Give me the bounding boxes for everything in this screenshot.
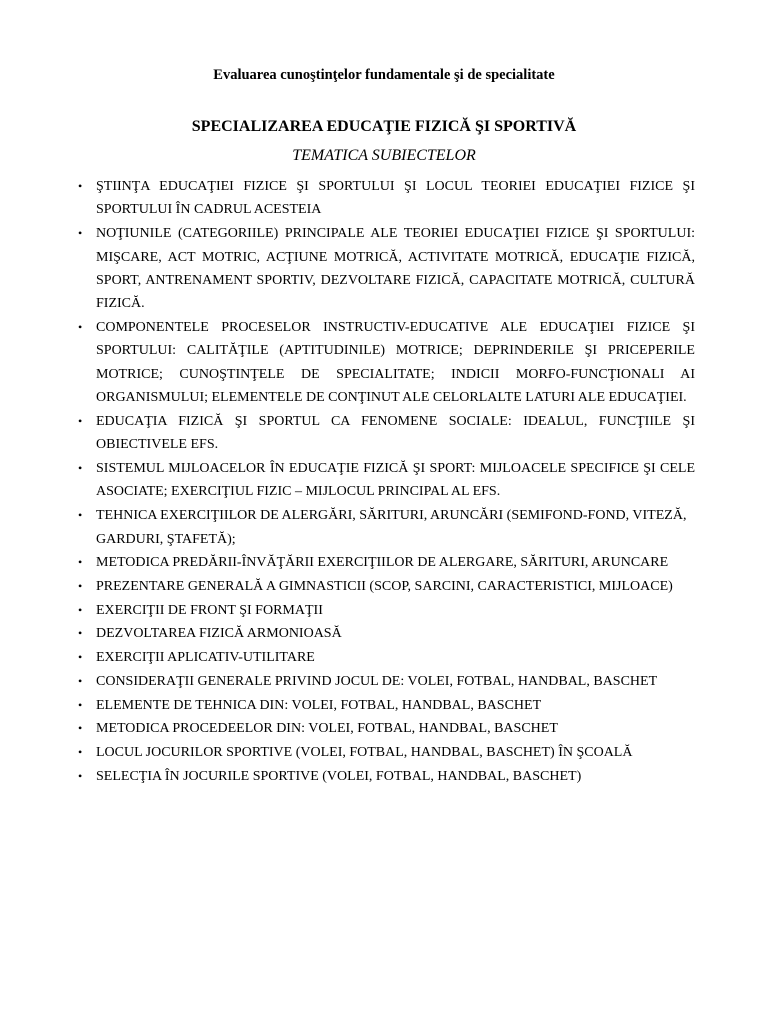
- topic-text: EXERCIŢII DE FRONT ŞI FORMAŢII: [96, 602, 323, 618]
- topic-item: [78, 717, 695, 740]
- topic-item: [78, 741, 695, 764]
- topic-list: [78, 175, 695, 788]
- topic-text: COMPONENTELE PROCESELOR INSTRUCTIV-EDUCATIVE ALE EDUCAŢIEI FIZICE ŞI SPORTULUI: CALITĂŢILE (APTITUDINILE) MOTRICE; DEPRINDERILE ŞI PRICEPERILE MOTRICE; CUNOŞTINŢELE DE SPECIALITATE; INDICII MORFO-FUNCŢIONALI AI ORGANISMULUI; ELEMENTELE DE CONŢINUT ALE CELORLALTE LATURI ALE EDUCAŢIEI.: [96, 320, 695, 406]
- bullet-icon: •: [78, 413, 83, 428]
- topic-text: NOŢIUNILE (CATEGORIILE) PRINCIPALE ALE TEORIEI EDUCAŢIEI FIZICE ŞI SPORTULUI: MIŞCARE, ACT MOTRIC, ACŢIUNE MOTRICĂ, ACTIVITATE MOTRICĂ, EDUCAŢIE FIZICĂ, SPORT, ANTRENAMENT SPORTIV, DEZVOLTARE FIZICĂ, CAPACITATE MOTRICĂ, CULTURĂ FIZICĂ.: [96, 226, 695, 312]
- topic-item: [78, 316, 695, 410]
- topic-item: [78, 599, 695, 622]
- topic-item: [78, 670, 695, 693]
- bullet-icon: •: [78, 602, 83, 617]
- topic-item: [78, 457, 695, 504]
- topic-text: TEHNICA EXERCIŢIILOR DE ALERGĂRI, SĂRITURI, ARUNCĂRI (SEMIFOND-FOND, VITEZĂ, GARDURI, ŞTAFETĂ);: [96, 508, 687, 547]
- topic-text: DEZVOLTAREA FIZICĂ ARMONIOASĂ: [96, 626, 342, 642]
- bullet-icon: •: [78, 555, 83, 570]
- bullet-icon: •: [78, 320, 83, 335]
- topic-item: [78, 694, 695, 717]
- bullet-icon: •: [78, 673, 83, 688]
- document-subtitle: TEMATICA SUBIECTELOR: [292, 147, 476, 164]
- topic-text: SELECŢIA ÎN JOCURILE SPORTIVE (VOLEI, FOTBAL, HANDBAL, BASCHET): [96, 768, 582, 784]
- topic-text: METODICA PROCEDEELOR DIN: VOLEI, FOTBAL, HANDBAL, BASCHET: [96, 721, 558, 737]
- topic-text: ŞTIINŢA EDUCAŢIEI FIZICE ŞI SPORTULUI ŞI LOCUL TEORIEI EDUCAŢIEI FIZICE ŞI SPORTULUI ÎN CADRUL ACESTEIA: [96, 179, 695, 218]
- document-header: Evaluarea cunoştinţelor fundamentale şi de specialitate: [213, 67, 555, 83]
- bullet-icon: •: [78, 721, 83, 736]
- document-title: SPECIALIZAREA EDUCAŢIE FIZICĂ ŞI SPORTIVĂ: [191, 118, 577, 135]
- bullet-icon: •: [78, 226, 83, 241]
- topic-text: SISTEMUL MIJLOACELOR ÎN EDUCAŢIE FIZICĂ ŞI SPORT: MIJLOACELE SPECIFICE ŞI CELE ASOCIATE; EXERCIŢIUL FIZIC – MIJLOCUL PRINCIPAL AL EFS.: [96, 461, 695, 500]
- bullet-icon: •: [78, 179, 83, 193]
- topic-text: LOCUL JOCURILOR SPORTIVE (VOLEI, FOTBAL, HANDBAL, BASCHET) ÎN ŞCOALĂ: [96, 744, 633, 760]
- topic-text: ELEMENTE DE TEHNICA DIN: VOLEI, FOTBAL, HANDBAL, BASCHET: [96, 697, 542, 713]
- topic-item: [78, 575, 695, 598]
- topic-item: [78, 765, 695, 788]
- bullet-icon: •: [78, 650, 83, 665]
- bullet-icon: •: [78, 578, 83, 593]
- topic-item: [78, 175, 695, 222]
- bullet-icon: •: [78, 508, 83, 523]
- topic-text: CONSIDERAŢII GENERALE PRIVIND JOCUL DE: VOLEI, FOTBAL, HANDBAL, BASCHET: [96, 673, 658, 689]
- topic-text: EXERCIŢII APLICATIV-UTILITARE: [96, 650, 315, 666]
- topic-text: PREZENTARE GENERALĂ A GIMNASTICII (SCOP, SARCINI, CARACTERISTICI, MIJLOACE): [96, 578, 673, 594]
- bullet-icon: •: [78, 697, 83, 712]
- topic-item: [78, 551, 695, 574]
- topic-item: [78, 646, 695, 669]
- bullet-icon: •: [78, 744, 83, 759]
- topic-item: [78, 622, 695, 645]
- topic-item: [78, 504, 695, 551]
- bullet-icon: •: [78, 461, 83, 476]
- topic-text: METODICA PREDĂRII-ÎNVĂŢĂRII EXERCIŢIILOR DE ALERGARE, SĂRITURI, ARUNCARE: [96, 555, 669, 571]
- topic-item: [78, 410, 695, 457]
- bullet-icon: •: [78, 768, 83, 783]
- topic-text: EDUCAŢIA FIZICĂ ŞI SPORTUL CA FENOMENE SOCIALE: IDEALUL, FUNCŢIILE ŞI OBIECTIVELE EFS.: [96, 413, 695, 453]
- topic-item: [78, 222, 695, 316]
- bullet-icon: •: [78, 626, 83, 641]
